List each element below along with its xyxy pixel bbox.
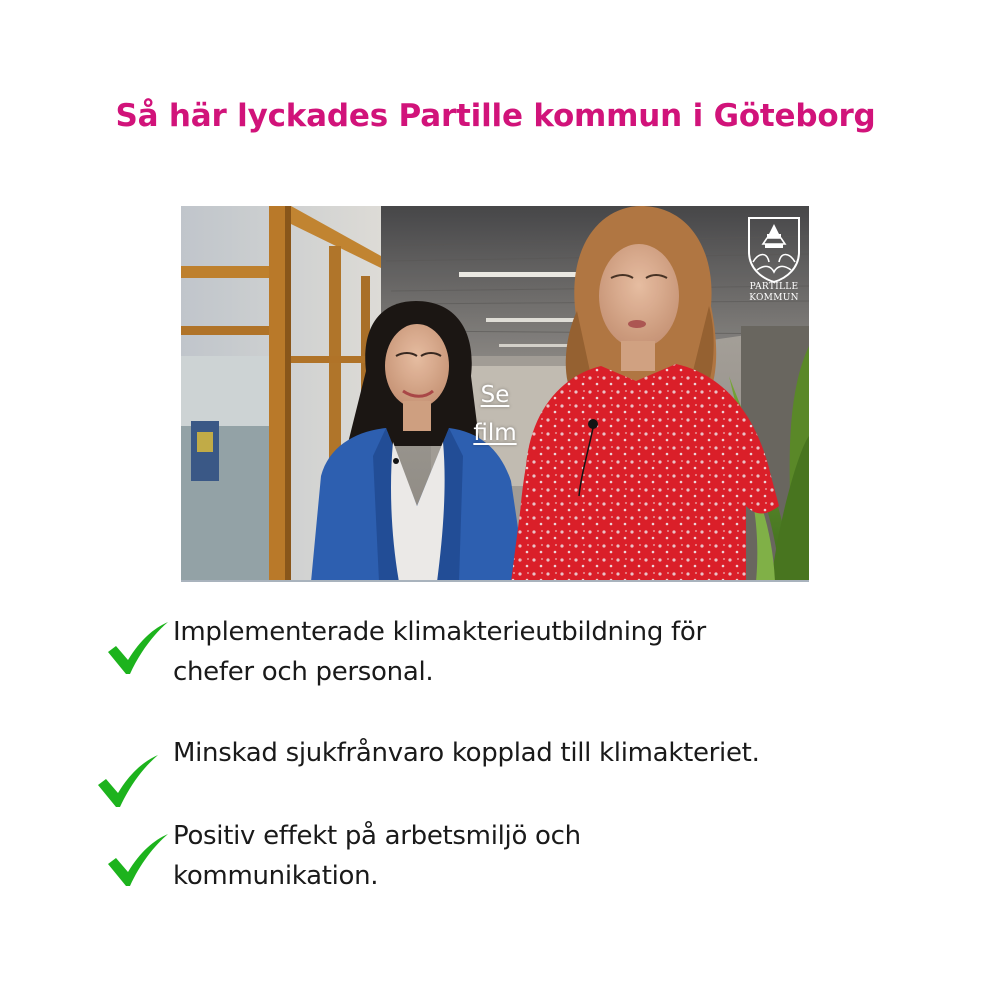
benefit-text-3 <box>173 816 913 896</box>
benefit-text-1 <box>173 612 913 692</box>
checkmark-icon <box>106 620 170 676</box>
benefit-text-3-line-1: Positiv effekt på arbetsmiljö och <box>173 821 581 851</box>
coat-of-arms-icon <box>743 214 805 284</box>
video-thumbnail[interactable] <box>181 206 809 582</box>
benefit-text-2 <box>173 733 913 773</box>
watch-film-link[interactable] <box>463 376 527 452</box>
benefit-text-1-line-2: chefer och personal. <box>173 657 434 687</box>
page-title: Så här lyckades Partille kommun i Göteborg <box>115 98 876 134</box>
watch-film-label-line-1[interactable]: Se <box>480 382 510 408</box>
benefit-text-1-line-1: Implementerade klimakterieutbildning för <box>173 617 706 647</box>
logo-line-2: KOMMUN <box>749 293 799 303</box>
benefit-text-2-line-1: Minskad sjukfrånvaro kopplad till klimakteriet. <box>173 738 760 768</box>
logo-line-1: PARTILLE <box>749 282 799 292</box>
benefit-text-3-line-2: kommunikation. <box>173 861 379 891</box>
checkmark-icon <box>106 832 170 888</box>
watch-film-label-line-2[interactable]: film <box>473 420 517 446</box>
partille-kommun-logo <box>743 214 805 309</box>
checkmark-icon <box>96 753 160 809</box>
